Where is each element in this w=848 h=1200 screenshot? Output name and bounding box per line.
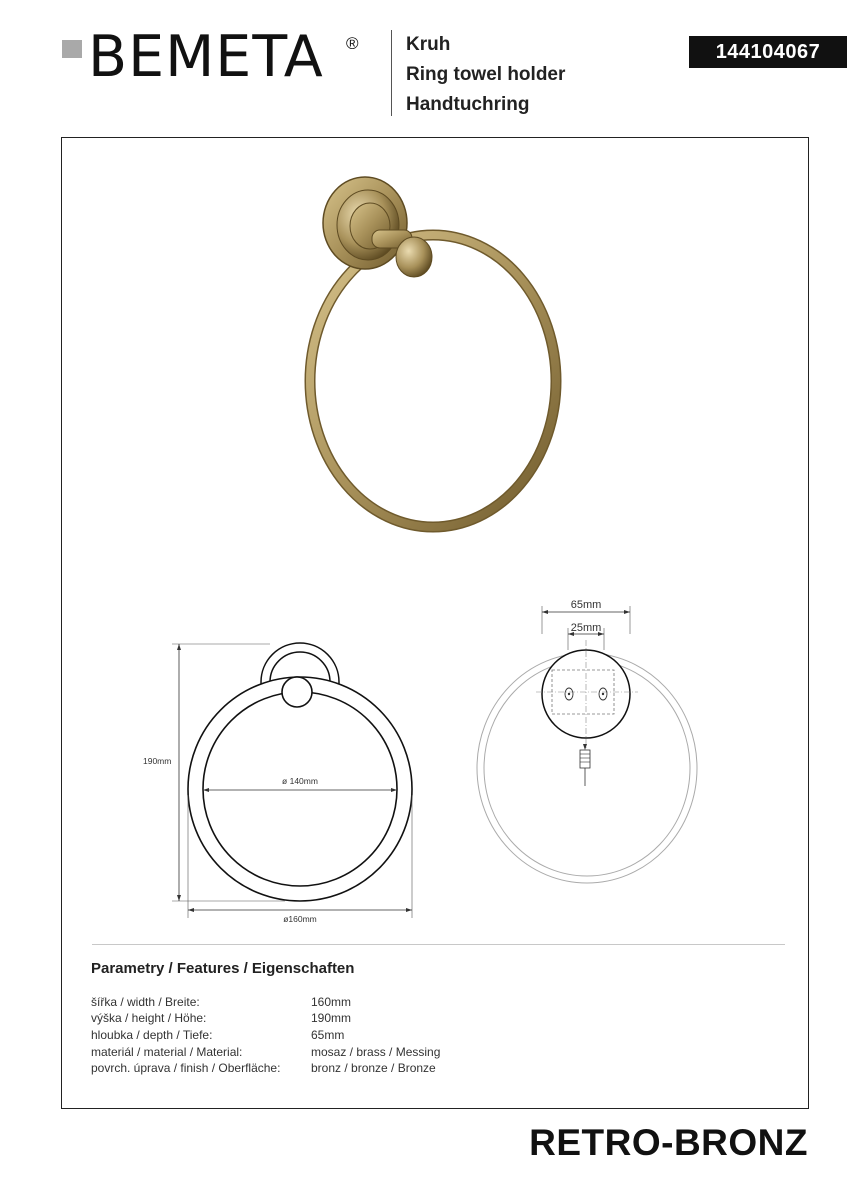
title-german: Handtuchring <box>406 94 530 115</box>
spec-row-finish <box>91 1060 571 1076</box>
product-photo <box>290 168 580 548</box>
spec-value: bronz / bronze / Bronze <box>311 1061 436 1075</box>
spec-label: šířka / width / Breite: <box>91 995 200 1009</box>
spec-value: 65mm <box>311 1028 345 1042</box>
spec-row-depth <box>91 1027 571 1043</box>
spec-row-width <box>91 994 571 1010</box>
spec-label: povrch. úprava / finish / Oberfläche: <box>91 1061 281 1075</box>
height-label: 190mm <box>143 756 172 766</box>
registered-mark: ® <box>346 34 359 53</box>
spec-row-material <box>91 1044 571 1060</box>
spec-row-height <box>91 1010 571 1026</box>
collection-name: RETRO-BRONZ <box>529 1122 808 1163</box>
depth-label: 65mm <box>570 599 602 611</box>
spec-value: 160mm <box>311 995 352 1009</box>
spec-value: 190mm <box>311 1011 352 1025</box>
outer-diameter-label: ø160mm <box>283 914 317 924</box>
base-label: 25mm <box>570 622 602 634</box>
brand-logo: BEMETA <box>88 24 324 90</box>
logo-square <box>62 40 82 58</box>
mounting-view-drawing <box>470 590 710 910</box>
product-code-badge: 144104067 <box>689 36 847 68</box>
inner-diameter-label: ø 140mm <box>282 776 318 786</box>
spec-value: mosaz / brass / Messing <box>311 1045 441 1059</box>
front-view-drawing <box>135 630 435 930</box>
features-title: Parametry / Features / Eigenschaften <box>91 960 355 977</box>
section-divider <box>92 944 785 945</box>
title-english: Ring towel holder <box>406 64 566 85</box>
spec-label: materiál / material / Material: <box>91 1045 243 1059</box>
header-divider <box>391 30 392 116</box>
spec-label: výška / height / Höhe: <box>91 1011 207 1025</box>
spec-label: hloubka / depth / Tiefe: <box>91 1028 213 1042</box>
title-czech: Kruh <box>406 34 451 55</box>
